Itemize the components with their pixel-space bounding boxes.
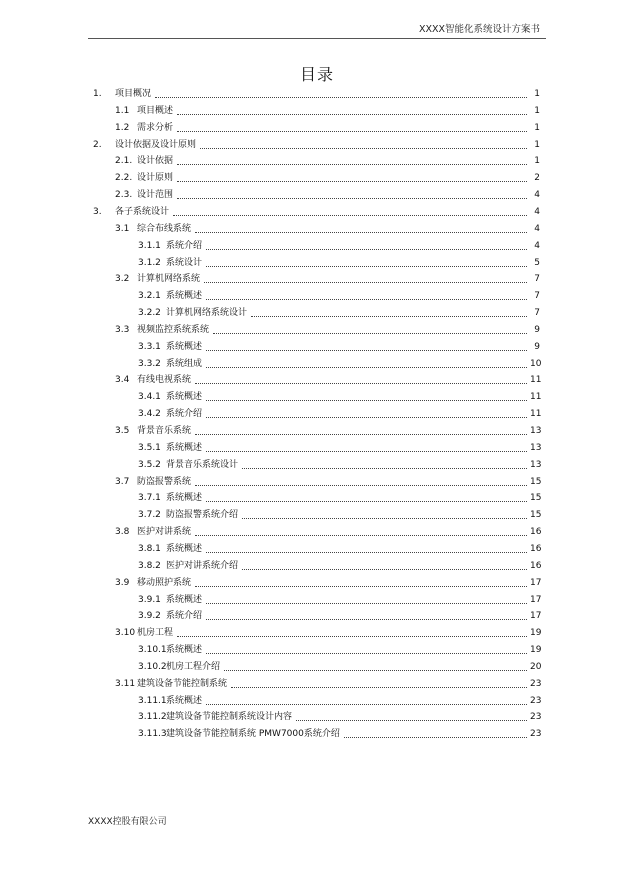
toc-entry-title: 机房工程介绍 [166,662,221,672]
toc-entry-title: 设计依据及设计原则 [115,140,197,150]
toc-entry-number: 3.11.1 [138,696,167,706]
toc-entry[interactable] [115,272,540,286]
toc-dot-leader [177,636,527,637]
header-divider [88,38,546,39]
toc-entry-title: 系统概述 [166,544,203,554]
toc-entry-number: 3.7.2 [138,510,161,520]
toc-entry-page: 9 [534,325,540,335]
toc-entry-page: 2 [534,173,540,183]
toc-entry-number: 3.9.1 [138,595,161,605]
toc-entry[interactable] [138,357,540,371]
toc-dot-leader [195,232,527,233]
toc-entry[interactable] [138,727,540,741]
toc-entry-number: 3.2.1 [138,291,161,301]
toc-entry-number: 1.2 [115,123,130,133]
toc-entry-title: 系统介绍 [166,409,203,419]
toc-dot-leader [177,131,527,132]
toc-entry-number: 3.9.2 [138,611,161,621]
toc-entry-page: 4 [534,241,540,251]
toc-entry-title: 建筑设备节能控制系统设计内容 [166,712,293,722]
toc-dot-leader [206,367,527,368]
toc-entry[interactable] [138,407,540,421]
toc-dot-leader [242,518,527,519]
toc-entry-title: 移动照护系统 [137,578,192,588]
toc-entry-title: 系统概述 [166,696,203,706]
toc-dot-leader [177,198,527,199]
toc-entry-number: 3.1.2 [138,258,161,268]
toc-entry-number: 3.10.2 [138,662,167,672]
toc-entry[interactable] [93,87,540,101]
toc-entry-title: 系统介绍 [166,241,203,251]
toc-entry[interactable] [115,373,540,387]
toc-entry-page: 16 [530,561,542,571]
toc-dot-leader [200,148,527,149]
toc-entry[interactable] [115,525,540,539]
toc-entry-title: 计算机网络系统设计 [166,308,248,318]
toc-entry-number: 3.1 [115,224,130,234]
toc-dot-leader [195,535,527,536]
toc-entry-number: 3.3.1 [138,342,161,352]
toc-entry[interactable] [115,626,540,640]
toc-entry-page: 9 [534,342,540,352]
toc-dot-leader [296,720,527,721]
toc-dot-leader [206,266,527,267]
toc-entry[interactable] [115,424,540,438]
toc-entry-page: 17 [530,578,542,588]
toc-entry-page: 7 [534,274,540,284]
toc-entry-page: 17 [530,595,542,605]
toc-entry-title: 系统概述 [166,291,203,301]
toc-entry-number: 3.8.2 [138,561,161,571]
toc-entry-number: 3.5.2 [138,460,161,470]
toc-entry-title: 视频监控系统系统 [137,325,210,335]
toc-entry-page: 5 [534,258,540,268]
toc-entry-number: 3.4.1 [138,392,161,402]
toc-entry-number: 2.3. [115,190,133,200]
toc-entry-page: 19 [530,628,542,638]
toc-entry-page: 15 [530,493,542,503]
toc-entry-page: 17 [530,611,542,621]
toc-dot-leader [195,586,527,587]
toc-dot-leader [195,383,527,384]
toc-entry-title: 项目概况 [115,89,152,99]
toc-dot-leader [242,468,527,469]
toc-entry-number: 1.1 [115,106,130,116]
toc-entry-page: 23 [530,712,542,722]
toc-entry-title: 系统概述 [166,645,203,655]
toc-entry[interactable] [138,256,540,270]
document-title-header: XXXX智能化系统设计方案书 [418,24,540,35]
toc-entry-number: 3.2.2 [138,308,161,318]
toc-entry[interactable] [138,458,540,472]
toc-entry-number: 3.3 [115,325,130,335]
toc-entry-page: 23 [530,696,542,706]
toc-entry-number: 3.5 [115,426,130,436]
toc-entry-number: 3.4.2 [138,409,161,419]
toc-entry[interactable] [115,475,540,489]
footer-company: XXXX控股有限公司 [88,817,167,827]
toc-dot-leader [213,333,527,334]
toc-dot-leader [195,434,527,435]
toc-dot-leader [155,97,527,98]
toc-dot-leader [231,687,527,688]
toc-entry-number: 3. [93,207,102,217]
toc-entry[interactable] [138,710,540,724]
toc-dot-leader [173,215,527,216]
toc-dot-leader [206,619,527,620]
toc-dot-leader [206,653,527,654]
toc-entry-title: 系统概述 [166,443,203,453]
toc-dot-leader [224,670,527,671]
toc-entry-title: 背景音乐系统设计 [166,460,239,470]
toc-entry[interactable] [115,121,540,135]
toc-entry[interactable] [138,660,540,674]
toc-entry-title: 系统设计 [166,258,203,268]
toc-entry-title: 有线电视系统 [137,375,192,385]
toc-dot-leader [177,181,527,182]
toc-entry[interactable] [115,104,540,118]
toc-entry-page: 11 [530,375,542,385]
toc-entry-number: 3.1.1 [138,241,161,251]
toc-entry-title: 计算机网络系统 [137,274,201,284]
toc-entry-number: 3.11.3 [138,729,167,739]
toc-entry-title: 设计依据 [137,156,174,166]
toc-entry-title: 设计原则 [137,173,174,183]
toc-entry-title: 系统概述 [166,342,203,352]
toc-entry-number: 3.2 [115,274,130,284]
toc-entry-page: 10 [530,359,542,369]
toc-entry-number: 3.10 [115,628,136,638]
toc-entry-page: 20 [530,662,542,672]
toc-entry-page: 1 [534,140,540,150]
toc-entry[interactable] [138,441,540,455]
toc-entry-title: 防盗报警系统介绍 [166,510,239,520]
toc-entry-page: 7 [534,308,540,318]
toc-entry[interactable] [138,491,540,505]
toc-entry-page: 4 [534,207,540,217]
toc-entry[interactable] [115,677,540,691]
toc-entry[interactable] [138,593,540,607]
toc-entry-page: 23 [530,729,542,739]
toc-entry-page: 16 [530,544,542,554]
toc-entry-page: 16 [530,527,542,537]
toc-dot-leader [206,603,527,604]
toc-entry[interactable] [138,559,540,573]
toc-entry-number: 3.3.2 [138,359,161,369]
toc-entry-page: 15 [530,477,542,487]
toc-dot-leader [177,164,527,165]
toc-dot-leader [344,737,527,738]
toc-dot-leader [206,552,527,553]
toc-dot-leader [242,569,527,570]
toc-entry-title: 综合布线系统 [137,224,192,234]
toc-entry[interactable] [138,289,540,303]
toc-entry-number: 3.10.1 [138,645,167,655]
toc-dot-leader [206,501,527,502]
toc-entry[interactable] [138,340,540,354]
toc-entry-number: 2.1. [115,156,133,166]
toc-entry-title: 系统概述 [166,595,203,605]
toc-entry-title: 系统概述 [166,392,203,402]
toc-entry-title: 建筑设备节能控制系统 PMW7000系统介绍 [166,729,340,739]
toc-entry-title: 系统介绍 [166,611,203,621]
toc-entry-number: 3.4 [115,375,130,385]
toc-entry-page: 4 [534,190,540,200]
toc-entry[interactable] [115,323,540,337]
toc-dot-leader [251,316,527,317]
toc-entry[interactable] [115,576,540,590]
toc-entry-page: 11 [530,392,542,402]
toc-entry-number: 2. [93,140,102,150]
toc-entry-number: 3.9 [115,578,130,588]
toc-entry-title: 医护对讲系统介绍 [166,561,239,571]
toc-dot-leader [206,350,527,351]
toc-entry-title: 医护对讲系统 [137,527,192,537]
page-title: 目录 [299,65,334,84]
toc-entry-title: 系统概述 [166,493,203,503]
toc-entry-number: 1. [93,89,102,99]
toc-entry[interactable] [138,609,540,623]
toc-entry-page: 4 [534,224,540,234]
toc-dot-leader [206,299,527,300]
toc-dot-leader [206,704,527,705]
toc-entry-page: 13 [530,460,542,470]
toc-entry-page: 7 [534,291,540,301]
toc-entry[interactable] [138,390,540,404]
toc-entry-number: 2.2. [115,173,133,183]
toc-entry-title: 防盗报警系统 [137,477,192,487]
toc-dot-leader [206,417,527,418]
toc-entry-page: 13 [530,443,542,453]
toc-entry-page: 19 [530,645,542,655]
toc-entry-page: 1 [534,89,540,99]
toc-entry[interactable] [115,154,540,168]
toc-entry[interactable] [93,205,540,219]
toc-entry[interactable] [138,694,540,708]
toc-entry[interactable] [115,188,540,202]
toc-entry-title: 各子系统设计 [115,207,170,217]
toc-entry[interactable] [93,138,540,152]
toc-dot-leader [206,451,527,452]
toc-entry-number: 3.5.1 [138,443,161,453]
toc-dot-leader [204,282,527,283]
toc-entry-title: 机房工程 [137,628,174,638]
toc-entry-number: 3.7 [115,477,130,487]
toc-entry-page: 1 [534,123,540,133]
toc-entry-title: 需求分析 [137,123,174,133]
toc-entry-title: 建筑设备节能控制系统 [137,679,228,689]
toc-entry-page: 23 [530,679,542,689]
toc-entry-number: 3.7.1 [138,493,161,503]
toc-entry-page: 1 [534,156,540,166]
toc-entry-page: 1 [534,106,540,116]
toc-entry-title: 项目概述 [137,106,174,116]
toc-entry-title: 设计范围 [137,190,174,200]
toc-entry-number: 3.8 [115,527,130,537]
toc-entry[interactable] [138,239,540,253]
toc-entry-number: 3.8.1 [138,544,161,554]
toc-entry-title: 背景音乐系统 [137,426,192,436]
toc-entry[interactable] [115,222,540,236]
toc-entry-page: 15 [530,510,542,520]
toc-entry[interactable] [138,542,540,556]
toc-entry-page: 11 [530,409,542,419]
toc-entry-page: 13 [530,426,542,436]
toc-dot-leader [206,400,527,401]
toc-entry-title: 系统组成 [166,359,203,369]
toc-entry[interactable] [138,306,540,320]
toc-entry[interactable] [138,508,540,522]
toc-entry[interactable] [138,643,540,657]
toc-entry-number: 3.11 [115,679,136,689]
toc-entry[interactable] [115,171,540,185]
toc-dot-leader [195,485,527,486]
toc-dot-leader [206,249,527,250]
toc-dot-leader [177,114,527,115]
toc-entry-number: 3.11.2 [138,712,167,722]
